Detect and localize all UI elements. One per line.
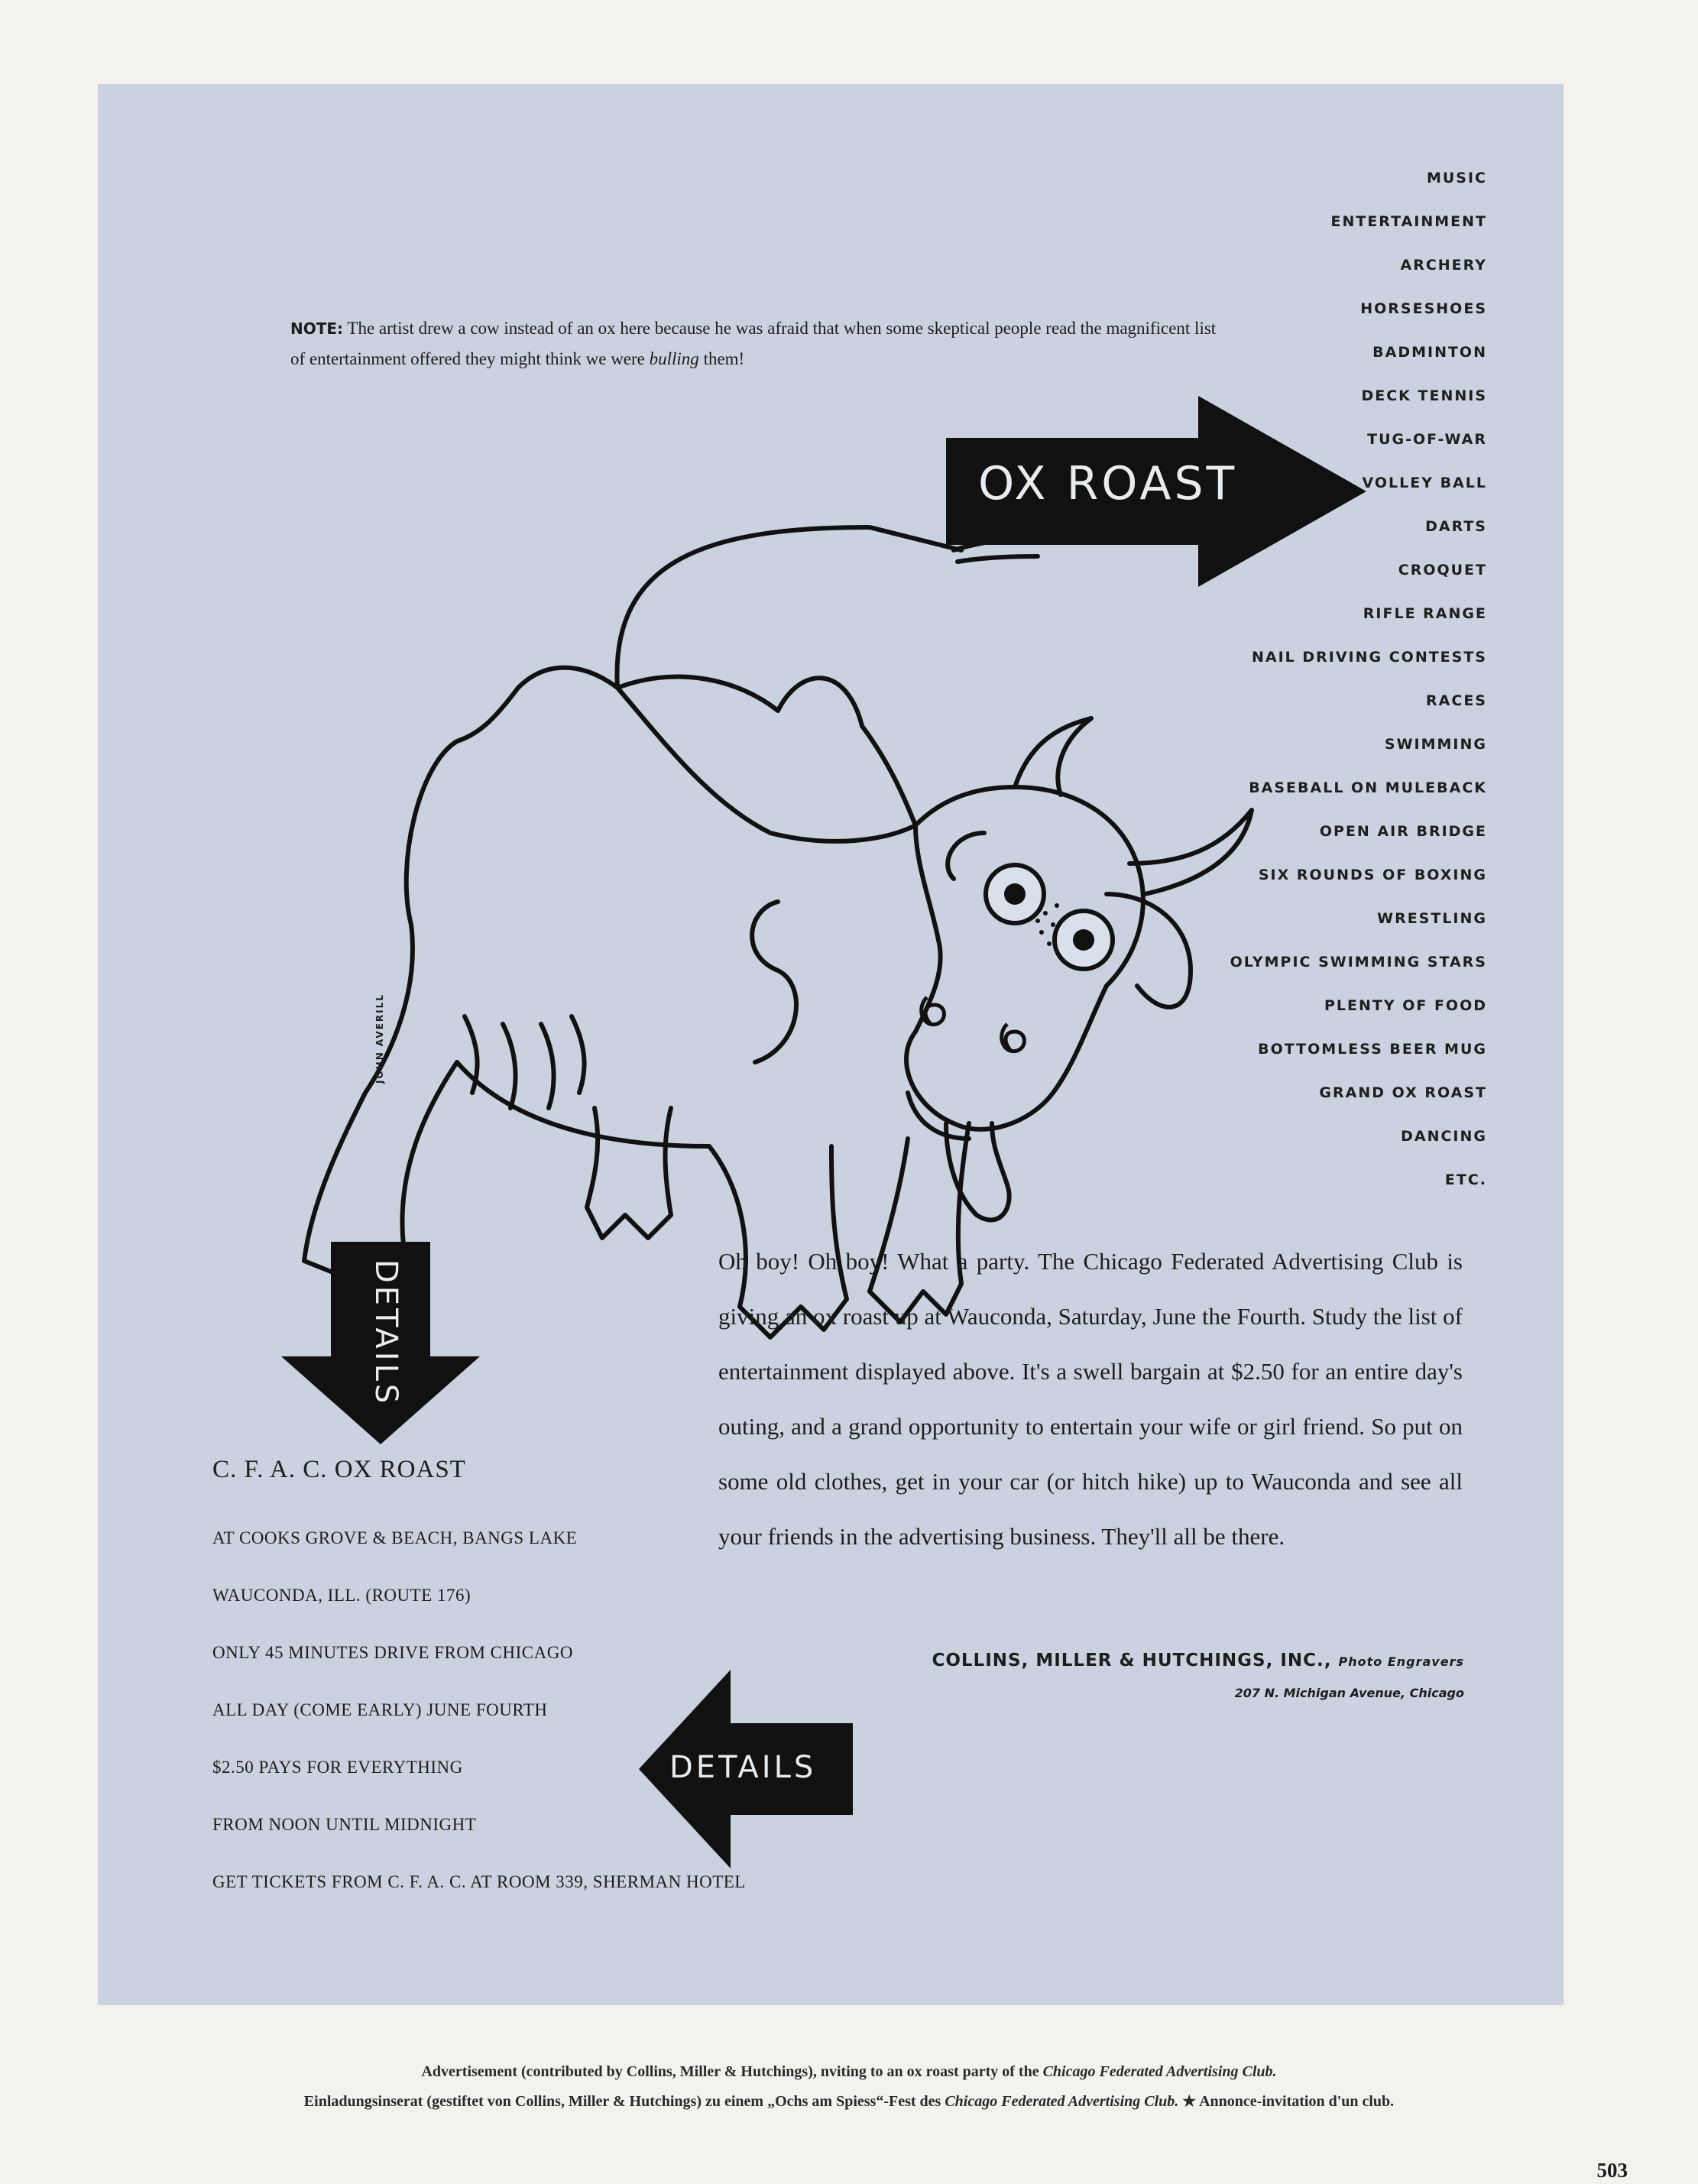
body-copy: Oh boy! Oh boy! What a party. The Chicago Federated Advertising Club is giving an ox roast up at Wauconda, Saturday, June the Fourth. Study the list of entertainment displayed above. It's a swell bargain at $2.50 for an entire day's outing, and a grand opportunity to entertain your wife or girl friend. So put on some old clothes, get in your car (or hitch hike) up to Wauconda and see all your friends in the advertising business. They'll all be there. (718, 1248, 1463, 1550)
entertainment-item: RACES (1426, 692, 1487, 709)
entertainment-item: PLENTY OF FOOD (1324, 997, 1487, 1014)
entertainment-item: DARTS (1425, 518, 1487, 535)
details-line: ONLY 45 MINUTES DRIVE FROM CHICAGO (212, 1643, 573, 1662)
ox-roast-arrow-label: OX ROAST (978, 457, 1238, 510)
sponsor-trade: Photo Engravers (1338, 1654, 1464, 1669)
caption-line2-french: Annonce-invitation d'un club. (1199, 2093, 1395, 2110)
entertainment-item: RIFLE RANGE (1363, 605, 1487, 622)
caption-german-french (0, 2092, 1698, 2111)
caption-english (0, 2063, 1698, 2081)
details-title: C. F. A. C. OX ROAST (212, 1456, 466, 1483)
caption-line1-text: Advertisement (contributed by Collins, Miller & Hutchings), nviting to an ox roast party of the (421, 2063, 1039, 2080)
details-line: FROM NOON UNTIL MIDNIGHT (212, 1815, 477, 1834)
sponsor-company: COLLINS, MILLER & HUTCHINGS, (932, 1651, 1274, 1670)
entertainment-item: NAIL DRIVING CONTESTS (1251, 649, 1487, 666)
details-line: AT COOKS GROVE & BEACH, BANGS LAKE (212, 1528, 578, 1547)
note-text: The artist drew a cow instead of an ox here because he was afraid that when some skeptical people read the magnificent list of entertainment offered they might think we were (290, 319, 1217, 368)
entertainment-item: SWIMMING (1384, 736, 1487, 753)
artist-signature: JOHN AVERILL (374, 993, 385, 1084)
caption-line1-club: Chicago Federated Advertising Club. (1042, 2063, 1277, 2080)
entertainment-item: HORSESHOES (1360, 300, 1487, 317)
note-label: NOTE: (290, 319, 344, 338)
entertainment-item: DANCING (1401, 1128, 1487, 1145)
entertainment-item: ENTERTAINMENT (1330, 213, 1487, 230)
details-down-arrow-label: DETAILS (368, 1259, 403, 1407)
artist-note (290, 313, 1223, 374)
entertainment-item: VOLLEY BALL (1362, 475, 1487, 491)
entertainment-item: WRESTLING (1377, 910, 1487, 927)
entertainment-item: OPEN AIR BRIDGE (1319, 823, 1487, 840)
details-line: WAUCONDA, ILL. (ROUTE 176) (212, 1586, 471, 1605)
details-line: $2.50 PAYS FOR EVERYTHING (212, 1758, 463, 1777)
entertainment-item: MUSIC (1426, 170, 1487, 186)
star-icon: ★ (1182, 2093, 1197, 2110)
sponsor-name (932, 1651, 1464, 1670)
entertainment-item: BADMINTON (1372, 344, 1487, 361)
entertainment-item: CROQUET (1398, 562, 1487, 578)
entertainment-item: BASEBALL ON MULEBACK (1249, 779, 1487, 796)
entertainment-item: GRAND OX ROAST (1319, 1084, 1487, 1101)
entertainment-item: ETC. (1444, 1171, 1487, 1188)
entertainment-item: SIX ROUNDS OF BOXING (1258, 867, 1487, 883)
details-left-arrow-label: DETAILS (669, 1750, 817, 1785)
entertainment-item: OLYMPIC SWIMMING STARS (1230, 954, 1487, 970)
entertainment-item: BOTTOMLESS BEER MUG (1258, 1041, 1487, 1058)
note-emphasis: bulling (649, 349, 699, 368)
sponsor-suffix: INC., (1280, 1651, 1332, 1670)
note-end: them! (703, 349, 745, 368)
caption-line2-club: Chicago Federated Advertising Club. (945, 2093, 1179, 2110)
entertainment-item: TUG-OF-WAR (1367, 431, 1487, 448)
sponsor-address: 207 N. Michigan Avenue, Chicago (1234, 1686, 1464, 1700)
details-line: ALL DAY (COME EARLY) JUNE FOURTH (212, 1700, 548, 1719)
page-number: 503 (1596, 2159, 1628, 2182)
advertisement-sheet (98, 84, 1564, 2005)
caption-line2-text: Einladungsinserat (gestiftet von Collins, Miller & Hutchings) zu einem „Ochs am Spiess“-Fest des (303, 2093, 941, 2110)
details-line: GET TICKETS FROM C. F. A. C. AT ROOM 339, SHERMAN HOTEL (212, 1872, 746, 1891)
entertainment-item: DECK TENNIS (1361, 387, 1487, 404)
entertainment-item: ARCHERY (1400, 257, 1487, 274)
